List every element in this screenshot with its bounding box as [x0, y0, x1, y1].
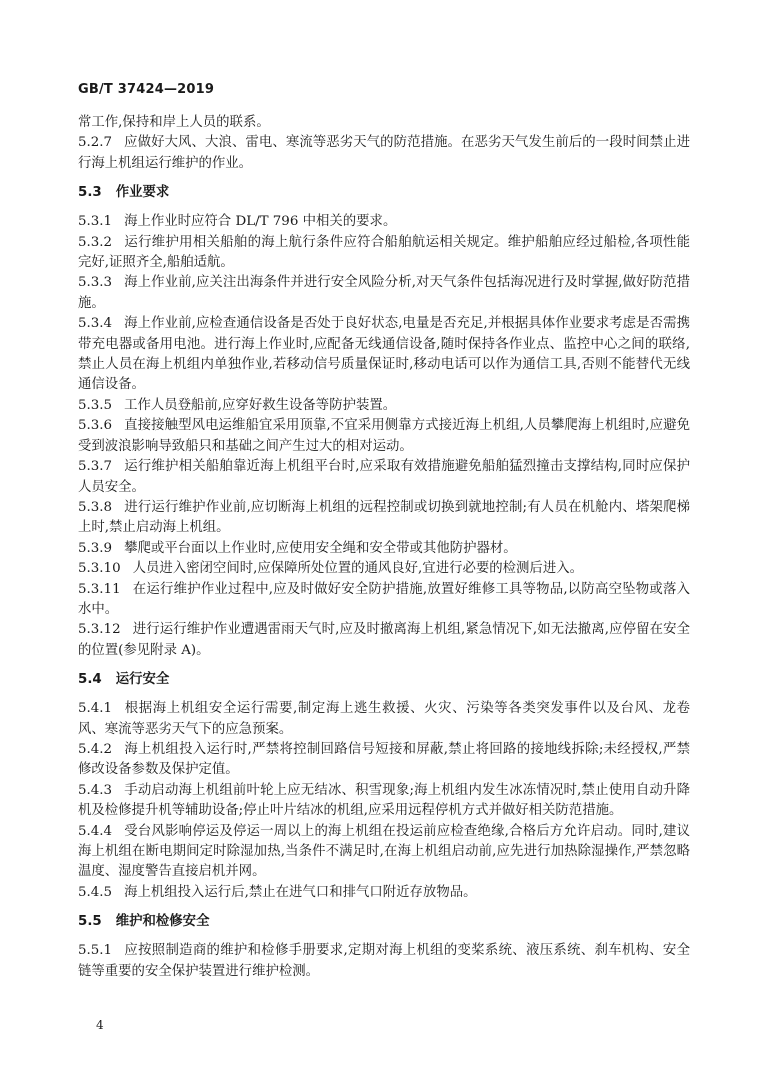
- clause-number: 5.4.4: [78, 823, 113, 839]
- clause-number: 5.3.6: [78, 418, 113, 434]
- clause-paragraph: [78, 941, 690, 982]
- clause-number: 5.4.2: [78, 741, 113, 757]
- clause-paragraph: [78, 781, 690, 822]
- section-number: 5.3: [78, 185, 102, 201]
- clause-number: 5.3.12: [78, 622, 121, 638]
- clause-number: 5.2.7: [78, 135, 113, 151]
- clause-number: 5.3.8: [78, 499, 113, 515]
- clause-number: 5.3.1: [78, 214, 113, 230]
- clause-text: 海上作业前,应检查通信设备是否处于良好状态,电量是否充足,并根据具体作业要求考虑是否需携带充电器或备用电池。进行海上作业时,应配备无线通信设备,随时保持各作业点、监控中心之间的联络,禁止人员在海上机组内单独作业,若移动信号质量保证时,移动电话可以作为通信工具,否则不能替代无线通信设备。: [78, 316, 690, 393]
- document-code: GB/T 37424—2019: [78, 82, 215, 97]
- clause-text: 海上作业前,应关注出海条件并进行安全风险分析,对天气条件包括海况进行及时掌握,做好防范措施。: [78, 275, 690, 311]
- clause-paragraph: [78, 233, 690, 274]
- clause-number: 5.3.4: [78, 316, 113, 332]
- clause-paragraph: [78, 396, 690, 416]
- clause-paragraph: [78, 113, 690, 133]
- clause-number: 5.4.3: [78, 782, 113, 798]
- clause-number: 5.5.1: [78, 943, 113, 959]
- clause-number: 5.3.2: [78, 234, 113, 250]
- clause-paragraph: [78, 273, 690, 314]
- clause-paragraph: [78, 416, 690, 457]
- section-number: 5.4: [78, 672, 102, 688]
- clause-text: 应按照制造商的维护和检修手册要求,定期对海上机组的变桨系统、液压系统、刹车机构、安全链等重要的安全保护装置进行维护检测。: [78, 943, 690, 979]
- clause-text: 攀爬或平台面以上作业时,应使用安全绳和安全带或其他防护器材。: [124, 540, 517, 556]
- page-number: 4: [96, 1018, 104, 1032]
- clause-text: 常工作,保持和岸上人员的联系。: [78, 115, 270, 130]
- section-heading: [78, 670, 690, 690]
- section-number: 5.5: [78, 914, 102, 930]
- section-title: 维护和检修安全: [115, 914, 210, 930]
- document-body: [78, 113, 690, 982]
- clause-text: 工作人员登船前,应穿好救生设备等防护装置。: [124, 397, 397, 413]
- clause-text: 进行运行维护作业前,应切断海上机组的远程控制或切换到就地控制;有人员在机舱内、塔架爬梯上时,禁止启动海上机组。: [78, 499, 690, 536]
- clause-paragraph: [78, 559, 690, 579]
- clause-text: 直接接触型风电运维船宜采用顶靠,不宜采用侧靠方式接近海上机组,人员攀爬海上机组时,应避免受到波浪影响导致船只和基础之间产生过大的相对运动。: [78, 418, 690, 454]
- clause-text: 海上作业时应符合 DL/T 796 中相关的要求。: [124, 214, 397, 230]
- clause-paragraph: [78, 740, 690, 781]
- clause-text: 手动启动海上机组前叶轮上应无结冰、积雪现象;海上机组内发生冰冻情况时,禁止使用自动升降机及检修提升机等辅助设备;停止叶片结冰的机组,应采用远程停机方式并做好相关防范措施。: [78, 782, 690, 819]
- clause-paragraph: [78, 699, 690, 740]
- clause-number: 5.3.7: [78, 459, 113, 475]
- clause-paragraph: [78, 498, 690, 539]
- clause-text: 海上机组投入运行后,禁止在进气口和排气口附近存放物品。: [124, 884, 477, 900]
- section-title: 作业要求: [115, 185, 170, 201]
- clause-paragraph: [78, 314, 690, 396]
- section-heading: [78, 183, 690, 203]
- clause-paragraph: [78, 212, 690, 232]
- clause-paragraph: [78, 580, 690, 621]
- clause-number: 5.3.5: [78, 397, 113, 413]
- clause-text: 海上机组投入运行时,严禁将控制回路信号短接和屏蔽,禁止将回路的接地线拆除;未经授权,严禁修改设备参数及保护定值。: [78, 741, 690, 778]
- clause-paragraph: [78, 883, 690, 903]
- clause-text: 根据海上机组安全运行需要,制定海上逃生救援、火灾、污染等各类突发事件以及台风、龙卷风、寒流等恶劣天气下的应急预案。: [78, 701, 690, 737]
- clause-paragraph: [78, 620, 690, 661]
- clause-paragraph: [78, 457, 690, 498]
- clause-text: 在运行维护作业过程中,应及时做好安全防护措施,放置好维修工具等物品,以防高空坠物或落入水中。: [78, 581, 690, 617]
- clause-paragraph: [78, 822, 690, 883]
- clause-number: 5.3.9: [78, 540, 113, 556]
- clause-number: 5.3.3: [78, 275, 113, 291]
- clause-number: 5.4.1: [78, 701, 113, 717]
- clause-number: 5.3.10: [78, 561, 121, 577]
- section-title: 运行安全: [115, 672, 170, 688]
- clause-paragraph: [78, 133, 690, 174]
- clause-number: 5.3.11: [78, 581, 121, 597]
- clause-paragraph: [78, 539, 690, 559]
- clause-number: 5.4.5: [78, 884, 113, 900]
- clause-text: 人员进入密闭空间时,应保障所处位置的通风良好,宜进行必要的检测后进入。: [132, 561, 583, 577]
- clause-text: 运行维护相关船舶靠近海上机组平台时,应采取有效措施避免船舶猛烈撞击支撑结构,同时应保护人员安全。: [78, 459, 690, 495]
- clause-text: 应做好大风、大浪、雷电、寒流等恶劣天气的防范措施。在恶劣天气发生前后的一段时间禁止进行海上机组运行维护的作业。: [78, 135, 690, 171]
- clause-text: 运行维护用相关船舶的海上航行条件应符合船舶航运相关规定。维护船舶应经过船检,各项性能完好,证照齐全,船舶适航。: [78, 234, 690, 271]
- clause-text: 受台风影响停运及停运一周以上的海上机组在投运前应检查绝缘,合格后方允许启动。同时,建议海上机组在断电期间定时除湿加热,当条件不满足时,在海上机组启动前,应先进行加热除湿操作,严禁忽略温度、湿度警告直接启机并网。: [78, 823, 690, 880]
- section-heading: [78, 912, 690, 932]
- clause-text: 进行运行维护作业遭遇雷雨天气时,应及时撤离海上机组,紧急情况下,如无法撤离,应停留在安全的位置(参见附录 A)。: [78, 622, 690, 658]
